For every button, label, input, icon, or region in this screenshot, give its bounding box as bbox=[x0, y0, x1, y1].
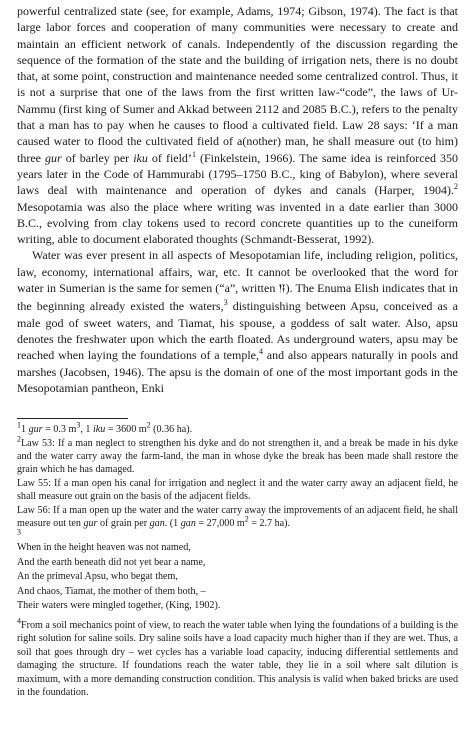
footnote-3-line: And the earth beneath did not yet bear a name, bbox=[17, 556, 206, 568]
footnote-2: $^2$Law 53: If a man neglect to strengthen his dyke and do not strengthen it, and a break be made in his dyke and the water carry away the farm-land, the man in whose dyke the break has been made shall restore the grain which he has damaged. bbox=[17, 434, 458, 476]
paragraph-1: powerful centralized state (see, for example, Adams, 1974; Gibson, 1974). The fact is that large labor forces and cooperation of many communities were necessary to create and maintain an efficient network of canals. Independently of the discussion regarding the sequence of the formation of the state and the building of irrigation nets, there is no doubt that, at some point, construction and maintenance needed some centralized control. Thus, it is not a surprise that one of the laws from the first written law-“code”, the laws of Ur-Nammu (first king of Sumer and Akkad between 2112 and 2085 B.C.), refers to the penalty that a man has to pay when he causes to flood a cultivated field. Law 28 says: ‘If a man caused water to flood the cultivated field of a(nother) man, he shall measure out (to him) three gur of barley per iku of field’$^1$ (Finkelstein, 1966). The same idea is reinforced 350 years later in the Code of Hammurabi (1795–1750 B.C., king of Babylon), where several laws deal with maintenance and operation of dykes and canals (Harper, 1904).$^2$ Mesopotamia was also the place where writing was invented in a date earlier than 3000 B.C., evolving from clay tokens used to record concrete quantities up to the cuneiform writing, able to document elaborated thoughts (Schmandt-Besserat, 1992). bbox=[17, 4, 458, 247]
footnote-ref-1: 1 bbox=[191, 149, 196, 159]
footnote-4: $^4$From a soil mechanics point of view, to reach the water table when lying the foundations of a building is the right solution for saline soils. Dry saline soils have a load capacity much higher than if they are wet. Thus, a soil that goes through dry – wet cycles has a variable load capacity, inducing differential settlements and damaging the structure. If foundations reach the water table, they lie in a soil where salt dilution is maximum, with a more demanding construction condition. This analysis is valid when baked bricks are used in the foundation. bbox=[17, 616, 458, 698]
body-text bbox=[17, 0, 458, 396]
footnote-3-line: And chaos, Tiamat, the mother of them both, – bbox=[17, 585, 206, 597]
footnote-ref-2: 2 bbox=[454, 182, 458, 192]
footnotes bbox=[17, 420, 458, 699]
footnote-divider bbox=[17, 418, 128, 419]
term-iku: iku bbox=[133, 150, 148, 165]
footnote-3-line: An the primeval Apsu, who begat them, bbox=[17, 571, 178, 583]
footnote-2-law55: Law 55: If a man open his canal for irrigation and neglect it and the water carry away an adjacent field, he shall measure out grain on the basis of the adjacent fields. bbox=[17, 477, 458, 503]
footnote-ref-4: 4 bbox=[258, 347, 263, 357]
paragraph-2: Water was ever present in all aspects of Mesopotamian life, including religion, politics, law, economy, international affairs, war, etc. It cannot be overlooked that the word for water in Sumerian is the same for semen (“a”, written 𒀀). The Enuma Elish indicates that in the beginning already existed the waters,$^3$ distinguishing between Apsu, conceived as a male god of sweet waters, and Tiamat, his spouse, a goddess of salt water. Also, apsu denotes the freshwater upon which the earth floated. As underground waters, apsu may be reached when laying the foundations of a temple,$^4$ and also appears naturally in pools and marshes (Jacobsen, 1946). The apsu is the domain of one of the most important gods in the Mesopotamian pantheon, Enki bbox=[17, 248, 459, 395]
footnote-3-line: When in the height heaven was not named, bbox=[17, 541, 191, 553]
footnote-3-line: 3 bbox=[17, 528, 21, 538]
footnote-3 bbox=[17, 530, 458, 614]
term-gur: gur bbox=[45, 150, 62, 165]
footnote-1: $^1$1 gur = 0.3 $m^3$, 1 iku = 3600 $m^2$ (0.36 ha). bbox=[17, 420, 193, 436]
footnote-3-line: Their waters were mingled together, (King, 1902). bbox=[17, 600, 221, 612]
footnote-2-law56: Law 56: If a man open up the water and the water carry away the improvements of an adjacent field, he shall measure out ten gur of grain per gan. (1 gan = 27,000 $m^2 = 2.7$ ha). bbox=[17, 504, 458, 529]
cuneiform-glyph: 𒀀 bbox=[278, 284, 286, 296]
footnote-ref-3: 3 bbox=[223, 298, 228, 308]
